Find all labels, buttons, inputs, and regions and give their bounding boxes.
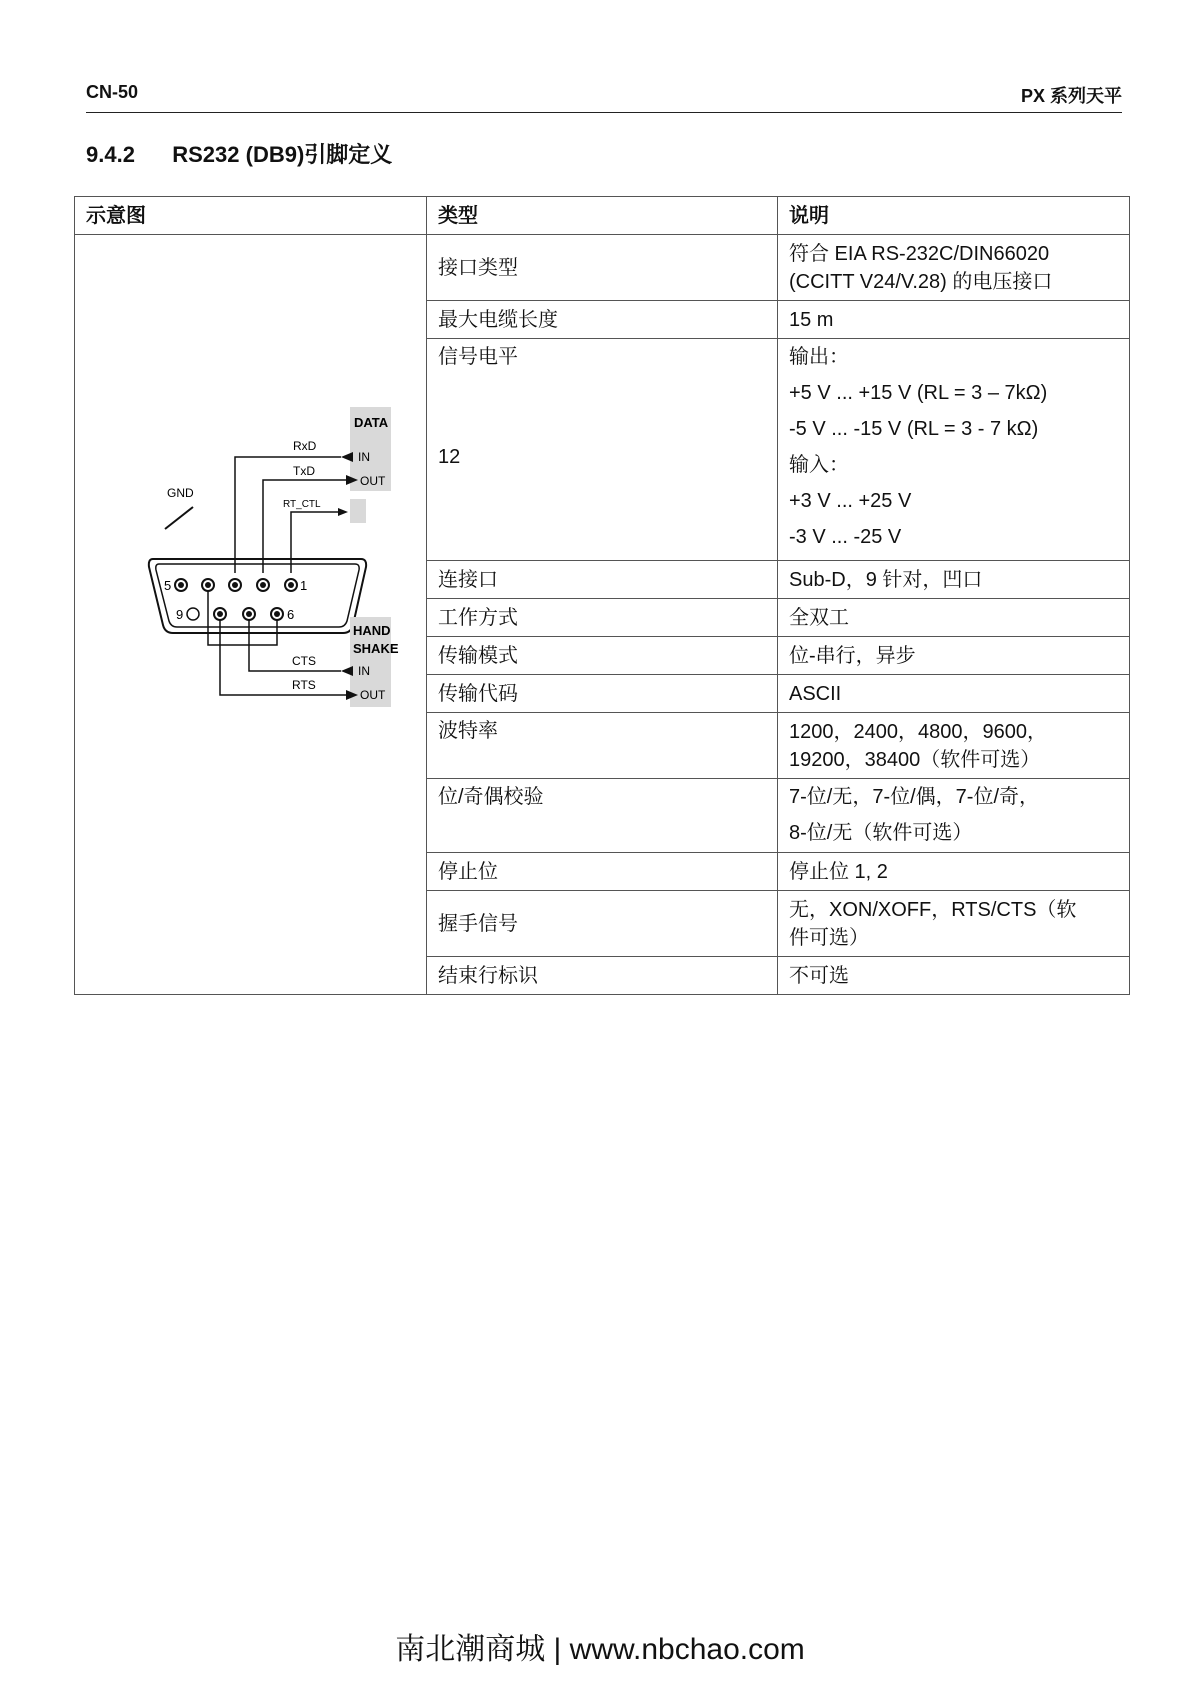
- gnd-line: [165, 507, 193, 529]
- table-header-row: [75, 197, 1130, 235]
- desc-cell: 15 m: [778, 301, 1130, 339]
- pin-5-label: 5: [164, 578, 172, 593]
- desc-cell: [778, 235, 1130, 301]
- pin-3-dot: [232, 582, 238, 588]
- desc-cell: [778, 779, 1130, 853]
- type-label: 信号电平: [438, 346, 518, 368]
- site-footer: 南北潮商城 | www.nbchao.com: [395, 1633, 805, 1666]
- type-cell: [427, 339, 778, 561]
- handshake-out-label: OUT: [360, 688, 386, 702]
- diagram-cell: [75, 235, 427, 995]
- rtctl-box: [350, 499, 366, 523]
- txd-label: TxD: [293, 464, 315, 478]
- data-in-label: IN: [358, 450, 370, 464]
- type-cell: 握手信号: [427, 891, 778, 957]
- desc-line: +3 V ... +25 V: [789, 490, 912, 512]
- page-header: [86, 82, 1122, 113]
- pin-8-dot: [217, 611, 223, 617]
- pin-4-dot: [205, 582, 211, 588]
- desc-line: (CCITT V24/V.28) 的电压接口: [789, 270, 1053, 293]
- document-code: CN-50: [86, 82, 139, 102]
- pin-6-label: 6: [287, 607, 295, 622]
- section-number: 9.4.2: [86, 142, 135, 167]
- type-cell: 位/奇偶校验: [427, 779, 778, 853]
- pin-7-dot: [246, 611, 252, 617]
- type-cell: 波特率: [427, 713, 778, 779]
- db9-connector-inner: [156, 564, 359, 627]
- type-cell: 结束行标识: [427, 957, 778, 995]
- rtctl-arrow-icon: [338, 508, 348, 516]
- type-cell: 传输代码: [427, 675, 778, 713]
- pin-2-dot: [260, 582, 266, 588]
- in-arrow-icon: [341, 452, 353, 462]
- pin-9: [187, 608, 199, 620]
- rxd-label: RxD: [293, 439, 317, 453]
- gnd-label: GND: [167, 486, 194, 500]
- desc-line: 输入：: [789, 454, 849, 476]
- desc-cell: [778, 339, 1130, 561]
- desc-line: -5 V ... -15 V (RL = 3 - 7 kΩ): [789, 418, 1039, 440]
- type-cell: 停止位: [427, 853, 778, 891]
- rts-label: RTS: [292, 678, 316, 692]
- desc-cell: [778, 891, 1130, 957]
- desc-cell: Sub-D，9 针对，凹口: [778, 561, 1130, 599]
- desc-cell: ASCII: [778, 675, 1130, 713]
- desc-line: 19200，38400（软件可选）: [789, 748, 1041, 771]
- table-row: [75, 235, 1130, 301]
- product-series: PX 系列天平: [1020, 86, 1122, 106]
- desc-line: 符合 EIA RS-232C/DIN66020: [789, 242, 1050, 265]
- cts-in-arrow-icon: [341, 666, 353, 676]
- type-cell: 工作方式: [427, 599, 778, 637]
- desc-cell: 全双工: [778, 599, 1130, 637]
- desc-line: -3 V ... -25 V: [789, 526, 902, 548]
- column-header: 类型: [427, 197, 778, 235]
- section-title: [86, 138, 392, 169]
- desc-cell: 停止位 1, 2: [778, 853, 1130, 891]
- handshake-in-label: IN: [358, 664, 370, 678]
- hand-label: HAND: [353, 623, 391, 638]
- rxd-line: [235, 457, 341, 573]
- spec-table: [74, 196, 1130, 995]
- desc-cell: 不可选: [778, 957, 1130, 995]
- pin-1-label: 1: [300, 578, 308, 593]
- section-heading: RS232 (DB9)引脚定义: [172, 142, 393, 167]
- desc-line: +5 V ... +15 V (RL = 3 – 7kΩ): [789, 382, 1048, 404]
- type-cell: 传输模式: [427, 637, 778, 675]
- type-cell: 连接口: [427, 561, 778, 599]
- type-cell: 最大电缆长度: [427, 301, 778, 339]
- desc-line: 7-位/无，7-位/偶，7-位/奇，: [789, 786, 1040, 808]
- pin-6-dot: [274, 611, 280, 617]
- desc-line: 输出：: [789, 346, 849, 368]
- desc-line: 8-位/无（软件可选）: [789, 822, 973, 844]
- shake-label: SHAKE: [353, 641, 399, 656]
- pin4-to-pin6-line: [208, 591, 277, 645]
- data-label: DATA: [354, 415, 389, 430]
- db9-pinout-diagram: [117, 407, 399, 747]
- type-extra: 12: [438, 446, 461, 468]
- desc-cell: 位-串行，异步: [778, 637, 1130, 675]
- cts-label: CTS: [292, 654, 316, 668]
- pin-9-label: 9: [176, 607, 184, 622]
- rts-line: [220, 620, 346, 695]
- data-out-label: OUT: [360, 474, 386, 488]
- pin-1-dot: [288, 582, 294, 588]
- desc-line: 1200，2400，4800，9600，: [789, 720, 1047, 743]
- desc-line: 件可选）: [789, 926, 869, 949]
- desc-cell: [778, 713, 1130, 779]
- pin-5-dot: [178, 582, 184, 588]
- type-cell: 接口类型: [427, 235, 778, 301]
- column-header: 示意图: [75, 197, 427, 235]
- column-header: 说明: [778, 197, 1130, 235]
- rtctl-label: RT_CTL: [283, 499, 321, 510]
- desc-line: 无，XON/XOFF，RTS/CTS（软: [789, 898, 1077, 921]
